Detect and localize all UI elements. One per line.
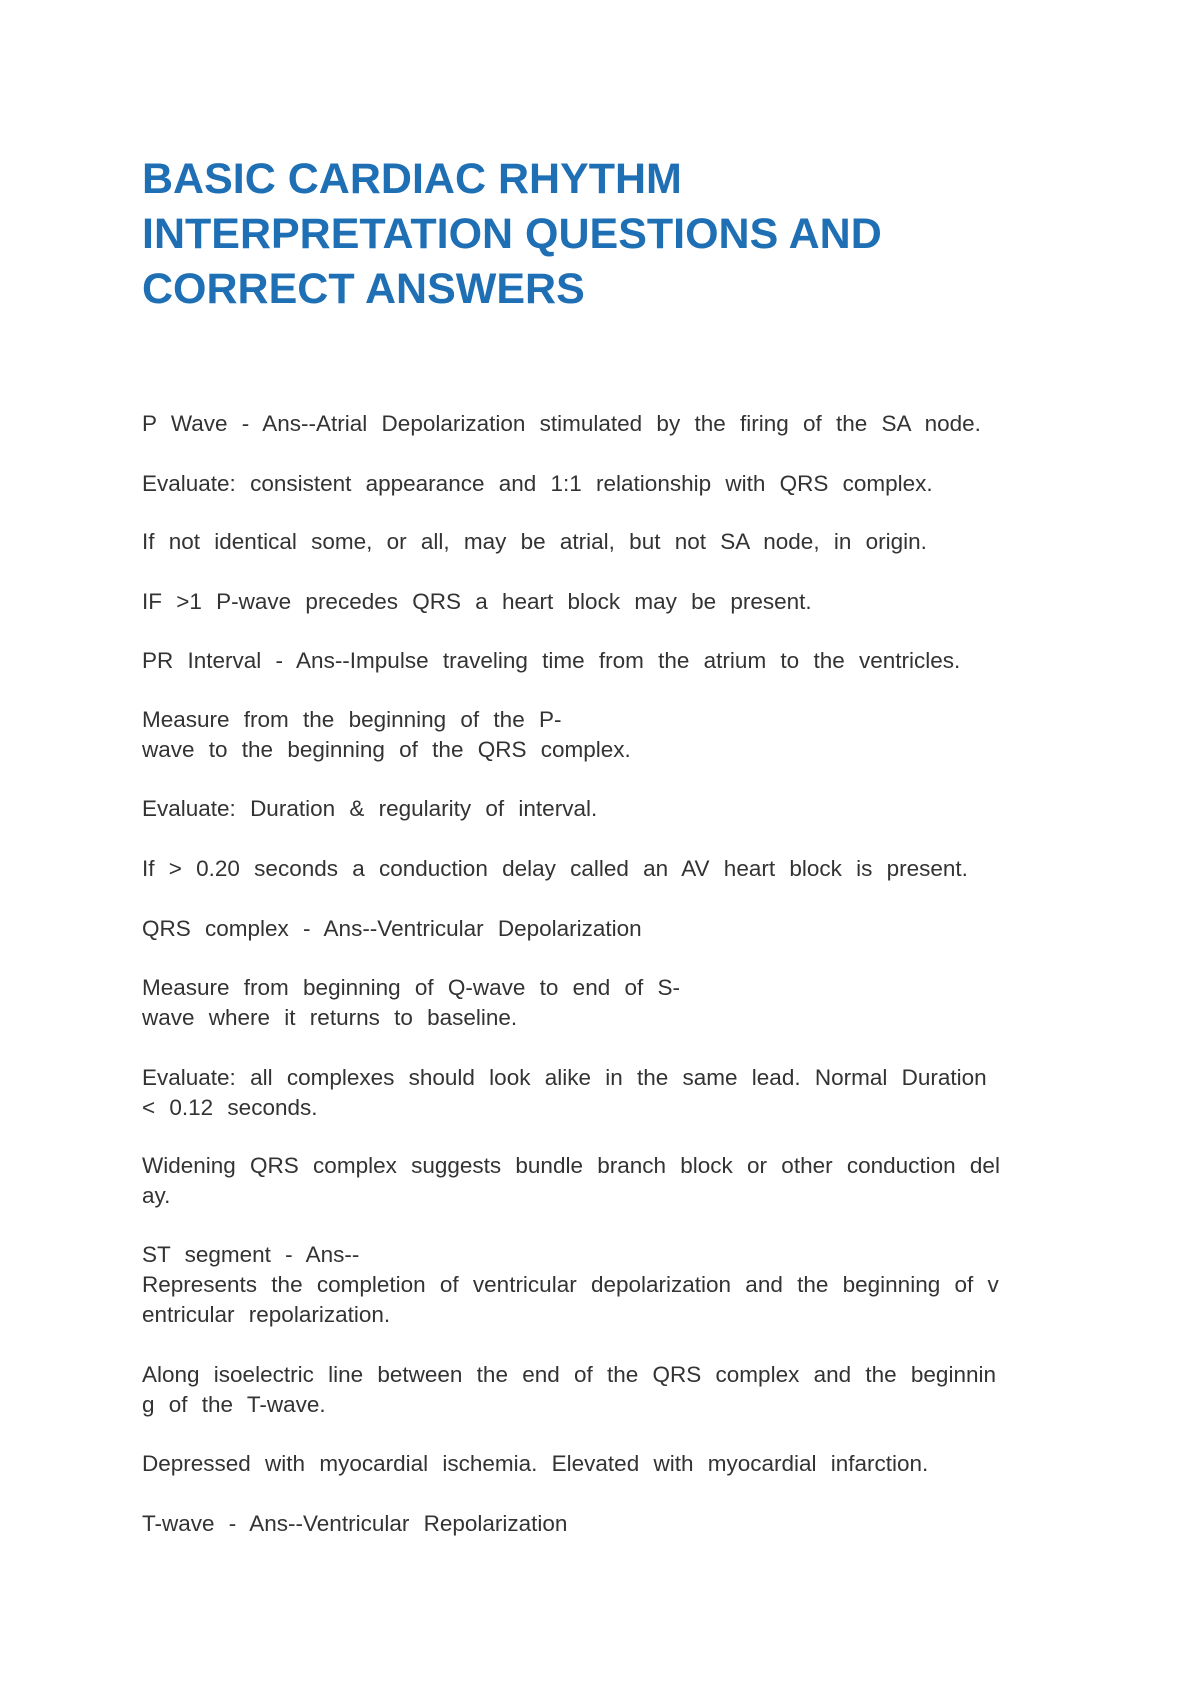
paragraph-line: < 0.12 seconds. [142, 1095, 318, 1120]
paragraph-line: If > 0.20 seconds a conduction delay called an AV heart block is present. [142, 856, 968, 881]
paragraph-line: ay. [142, 1183, 171, 1208]
paragraph-qrs-definition [142, 914, 1062, 944]
paragraph-pr-interval-definition [142, 646, 1062, 676]
paragraph-line: Evaluate: all complexes should look alike in the same lead. Normal Duration [142, 1065, 987, 1090]
paragraph-line: Measure from beginning of Q-wave to end of S- [142, 975, 680, 1000]
paragraph-p-wave-definition [142, 409, 1062, 439]
paragraph-line: Depressed with myocardial ischemia. Elevated with myocardial infarction. [142, 1451, 929, 1476]
paragraph-line: Along isoelectric line between the end of the QRS complex and the beginnin [142, 1362, 996, 1387]
title-line: INTERPRETATION QUESTIONS AND [142, 210, 882, 258]
paragraph-line: P Wave - Ans--Atrial Depolarization stimulated by the firing of the SA node. [142, 411, 981, 436]
paragraph-qrs-evaluate [142, 1063, 1062, 1123]
paragraph-pr-interval-evaluate [142, 794, 1062, 824]
title-line: CORRECT ANSWERS [142, 265, 585, 313]
paragraph-st-segment-definition [142, 1240, 1062, 1330]
document-title [142, 152, 962, 317]
paragraph-line: wave where it returns to baseline. [142, 1005, 518, 1030]
paragraph-t-wave-definition [142, 1509, 1062, 1539]
paragraph-line: If not identical some, or all, may be atrial, but not SA node, in origin. [142, 529, 927, 554]
paragraph-line: entricular repolarization. [142, 1302, 391, 1327]
paragraph-p-wave-origin [142, 527, 1062, 557]
paragraph-qrs-widening [142, 1151, 1062, 1211]
paragraph-st-segment-isoelectric [142, 1360, 1062, 1420]
paragraph-line: IF >1 P-wave precedes QRS a heart block may be present. [142, 589, 812, 614]
paragraph-line: g of the T-wave. [142, 1392, 326, 1417]
paragraph-qrs-measure [142, 973, 1062, 1033]
paragraph-line: PR Interval - Ans--Impulse traveling time from the atrium to the ventricles. [142, 648, 961, 673]
paragraph-line: wave to the beginning of the QRS complex. [142, 737, 631, 762]
paragraph-p-wave-evaluate [142, 469, 1062, 499]
paragraph-line: Widening QRS complex suggests bundle branch block or other conduction del [142, 1153, 1000, 1178]
paragraph-line: Evaluate: Duration & regularity of interval. [142, 796, 598, 821]
paragraph-line: Evaluate: consistent appearance and 1:1 relationship with QRS complex. [142, 471, 933, 496]
paragraph-line: Represents the completion of ventricular depolarization and the beginning of v [142, 1272, 999, 1297]
paragraph-pr-interval-av-block [142, 854, 1062, 884]
paragraph-line: T-wave - Ans--Ventricular Repolarization [142, 1511, 568, 1536]
paragraph-line: Measure from the beginning of the P- [142, 707, 562, 732]
paragraph-line: QRS complex - Ans--Ventricular Depolarization [142, 916, 642, 941]
title-line: BASIC CARDIAC RHYTHM [142, 155, 682, 203]
paragraph-st-segment-ischemia [142, 1449, 1062, 1479]
paragraph-pr-interval-measure [142, 705, 1062, 765]
paragraph-p-wave-block [142, 587, 1062, 617]
paragraph-line: ST segment - Ans-- [142, 1242, 360, 1267]
